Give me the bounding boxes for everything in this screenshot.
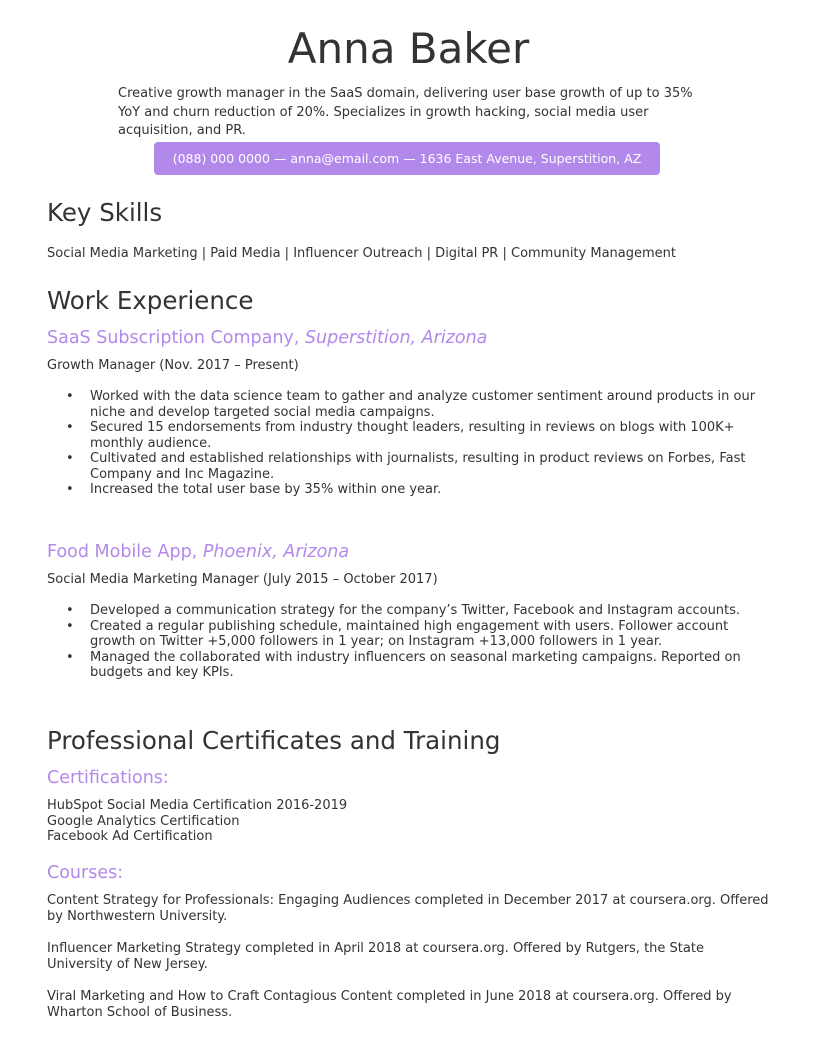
training-heading: Professional Certificates and Training [47, 726, 501, 755]
bullet-text: Secured 15 endorsements from industry thought leaders, resulting in reviews on blogs with 100K+ monthly audience. [90, 420, 735, 451]
job-bullets [47, 389, 772, 498]
bullet-text: Developed a communication strategy for the company’s Twitter, Facebook and Instagram accounts. [90, 603, 741, 618]
job-location: Phoenix, Arizona [202, 542, 350, 562]
skills-line: Social Media Marketing | Paid Media | Influencer Outreach | Digital PR | Community Management [47, 246, 676, 261]
certification-item: HubSpot Social Media Certification 2016-2019 [47, 798, 348, 813]
bullet-item [47, 603, 772, 619]
candidate-name: Anna Baker [287, 24, 530, 73]
certification-item: Google Analytics Certification [47, 813, 240, 829]
certifications-heading: Certifications: [47, 768, 169, 788]
job-location: Superstition, Arizona [304, 328, 488, 348]
bullet-dot: • [66, 649, 74, 665]
bullet-text: Increased the total user base by 35% within one year. [90, 482, 442, 497]
summary-paragraph: Creative growth manager in the SaaS domain, delivering user base growth of up to 35% YoY and churn reduction of 20%. Specializes in growth hacking, social media user acquisition, and PR. [118, 86, 693, 138]
job-company-heading [47, 327, 487, 349]
job-bullets [47, 603, 772, 681]
bullet-dot: • [66, 482, 74, 497]
certification-item: Facebook Ad Certification [47, 829, 213, 845]
bullet-item [47, 482, 772, 498]
job-company: SaaS Subscription Company, [47, 328, 305, 348]
bullet-dot: • [66, 618, 74, 634]
certifications-list [47, 798, 347, 845]
bullet-text: Cultivated and established relationships with journalists, resulting in product reviews on Forbes, Fast Company and Inc Magazine. [90, 451, 746, 482]
bullet-item [47, 650, 772, 681]
bullet-dot: • [66, 451, 74, 466]
bullet-item [47, 420, 772, 451]
course-item: Viral Marketing and How to Craft Contagious Content completed in June 2018 at coursera.org. Offered by Wharton School of Business. [47, 989, 732, 1020]
bullet-item [47, 619, 772, 650]
bullet-dot: • [66, 389, 74, 404]
course-item: Influencer Marketing Strategy completed in April 2018 at coursera.org. Offered by Rutgers, the State University of New Jersey. [47, 941, 704, 972]
bullet-item [47, 389, 772, 420]
bullet-dot: • [66, 420, 74, 435]
bullet-text: Worked with the data science team to gather and analyze customer sentiment around products in our niche and develop targeted social media campaigns. [90, 389, 756, 420]
contact-bar: (088) 000 0000 — anna@email.com — 1636 East Avenue, Superstition, AZ [154, 142, 660, 175]
courses-heading: Courses: [47, 863, 124, 883]
course-item: Content Strategy for Professionals: Engaging Audiences completed in December 2017 at coursera.org. Offered by Northwestern University. [47, 893, 769, 924]
job-company: Food Mobile App, [47, 542, 203, 562]
bullet-item [47, 451, 772, 482]
bullet-text: Managed the collaborated with industry influencers on seasonal marketing campaigns. Reported on budgets and key KPIs. [90, 649, 741, 680]
bullet-dot: • [66, 603, 74, 618]
skills-heading: Key Skills [47, 198, 163, 227]
job-company-heading [47, 541, 349, 563]
bullet-text: Created a regular publishing schedule, maintained high engagement with users. Follower account growth on Twitter +5,000 followers in 1 year; on Instagram +13,000 followers in 1 year. [90, 618, 729, 649]
experience-heading: Work Experience [47, 286, 254, 315]
job-role: Growth Manager (Nov. 2017 – Present) [47, 358, 299, 373]
job-role: Social Media Marketing Manager (July 2015 – October 2017) [47, 572, 438, 587]
